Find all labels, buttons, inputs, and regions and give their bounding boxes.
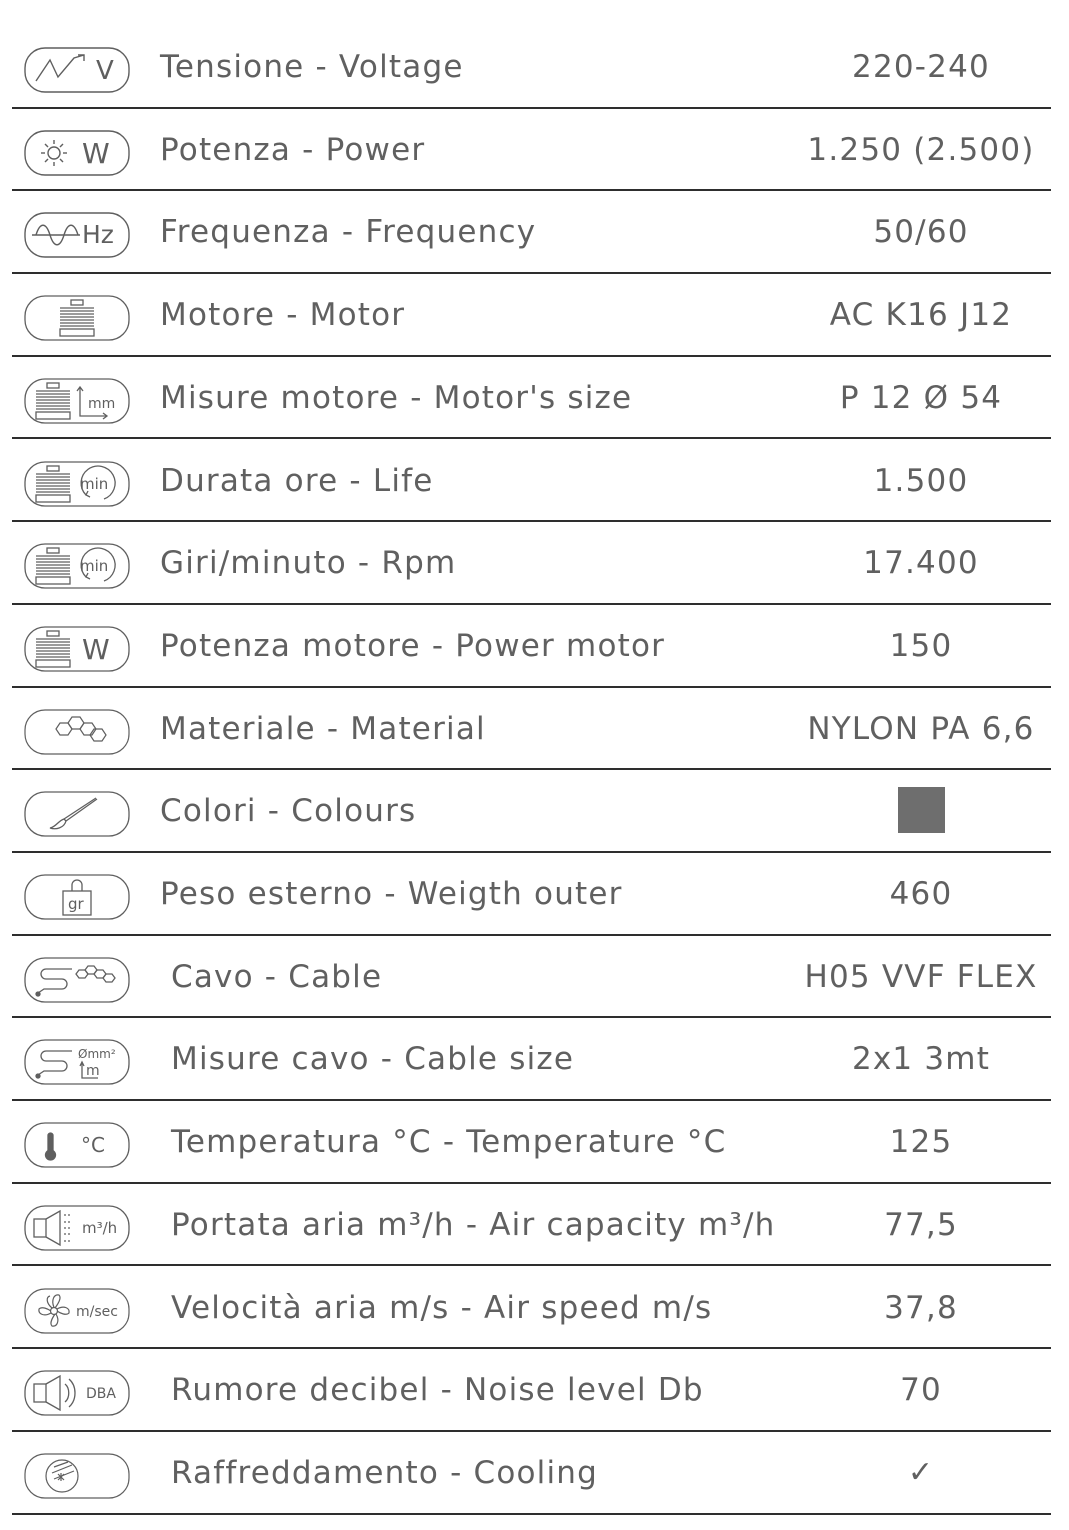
thermometer-icon: [24, 1122, 130, 1168]
svg-text:DBA: DBA: [86, 1386, 116, 1403]
spec-label: Misure cavo - Cable size: [171, 1041, 575, 1078]
spec-row-motor: [0, 274, 1069, 357]
spec-label: Raffreddamento - Cooling: [171, 1454, 599, 1491]
svg-text:m: m: [86, 1063, 100, 1080]
spec-value: H05 VVF FLEX: [804, 958, 1038, 995]
spec-row-temperature: [0, 1101, 1069, 1184]
motor-icon: [24, 295, 130, 341]
spec-row-life: [0, 440, 1069, 523]
svg-text:min: min: [80, 474, 109, 493]
spec-value: 50/60: [873, 214, 969, 251]
spec-row-noise-level: [0, 1349, 1069, 1432]
spec-value: 17.400: [863, 545, 979, 582]
air-capacity-icon: [24, 1205, 130, 1251]
svg-text:Hz: Hz: [82, 220, 114, 250]
spec-value: 37,8: [884, 1289, 958, 1326]
air-speed-fan-icon: [24, 1288, 130, 1334]
svg-text:min: min: [80, 557, 109, 576]
spec-label: Velocità aria m/s - Air speed m/s: [171, 1289, 713, 1326]
svg-text:V: V: [96, 56, 114, 86]
spec-row-cable: [0, 936, 1069, 1019]
frequency-icon: [24, 212, 130, 258]
noise-speaker-icon: [24, 1370, 130, 1416]
spec-label: Frequenza - Frequency: [160, 214, 537, 251]
svg-text:m³/h: m³/h: [82, 1218, 118, 1237]
spec-value: 150: [889, 627, 953, 664]
svg-text:W: W: [82, 136, 110, 170]
spec-row-material: [0, 688, 1069, 771]
spec-value: ✓: [907, 1454, 935, 1490]
spec-value: 1.500: [873, 462, 969, 499]
spec-label: Motore - Motor: [160, 297, 406, 334]
spec-value: P 12 Ø 54: [839, 379, 1003, 416]
motor-life-icon: [24, 461, 130, 507]
spec-value: 220-240: [852, 49, 990, 85]
svg-text:gr: gr: [68, 895, 84, 913]
cooling-icon: [24, 1453, 130, 1499]
spec-row-motor-size: [0, 357, 1069, 440]
cable-icon: [24, 957, 130, 1003]
row-divider: [12, 1513, 1051, 1515]
colour-brush-icon: [24, 791, 130, 837]
spec-row-cable-size: [0, 1018, 1069, 1101]
svg-text:Ømm²: Ømm²: [78, 1047, 116, 1062]
svg-text:m/sec: m/sec: [76, 1303, 118, 1320]
spec-value: 2x1 3mt: [851, 1041, 991, 1078]
spec-label: Colori - Colours: [160, 793, 417, 830]
spec-value: 125: [889, 1124, 953, 1161]
weight-icon: [24, 874, 130, 920]
spec-value: 70: [900, 1372, 942, 1409]
material-icon: [24, 709, 130, 755]
spec-row-frequency: [0, 191, 1069, 274]
motor-rpm-icon: [24, 543, 130, 589]
spec-row-colours: [0, 770, 1069, 853]
svg-text:mm: mm: [88, 395, 116, 412]
spec-row-power: [0, 109, 1069, 192]
svg-text:W: W: [82, 632, 110, 666]
voltage-icon: [24, 47, 130, 93]
spec-row-weight: [0, 853, 1069, 936]
spec-value: 460: [889, 876, 953, 912]
spec-label: Durata ore - Life: [160, 462, 434, 499]
spec-label: Tensione - Voltage: [160, 49, 464, 85]
spec-value: NYLON PA 6,6: [807, 710, 1035, 747]
spec-label: Cavo - Cable: [171, 958, 383, 995]
spec-row-power-motor: [0, 605, 1069, 688]
spec-label: Temperatura °C - Temperature °C: [171, 1124, 727, 1161]
spec-row-air-speed: [0, 1267, 1069, 1350]
spec-label: Potenza - Power: [160, 131, 426, 168]
spec-label: Misure motore - Motor's size: [160, 379, 633, 416]
spec-label: Giri/minuto - Rpm: [160, 545, 457, 582]
spec-value: [782, 770, 1060, 852]
motor-size-icon: [24, 378, 130, 424]
spec-row-air-capacity: [0, 1184, 1069, 1267]
cable-size-icon: [24, 1039, 130, 1085]
spec-label: Potenza motore - Power motor: [160, 627, 666, 664]
spec-value: 77,5: [884, 1206, 958, 1243]
spec-label: Rumore decibel - Noise level Db: [171, 1372, 704, 1409]
spec-label: Materiale - Material: [160, 710, 486, 747]
colour-swatch: [898, 787, 945, 833]
spec-row-voltage: [0, 26, 1069, 109]
spec-value: 1.250 (2.500): [807, 131, 1035, 168]
spec-label: Peso esterno - Weigth outer: [160, 876, 623, 912]
spec-row-cooling: [0, 1432, 1069, 1515]
spec-label: Portata aria m³/h - Air capacity m³/h: [171, 1206, 776, 1243]
svg-text:°C: °C: [81, 1133, 105, 1158]
spec-value: AC K16 J12: [829, 297, 1013, 334]
power-icon: [24, 130, 130, 176]
motor-power-icon: [24, 626, 130, 672]
spec-row-rpm: [0, 522, 1069, 605]
